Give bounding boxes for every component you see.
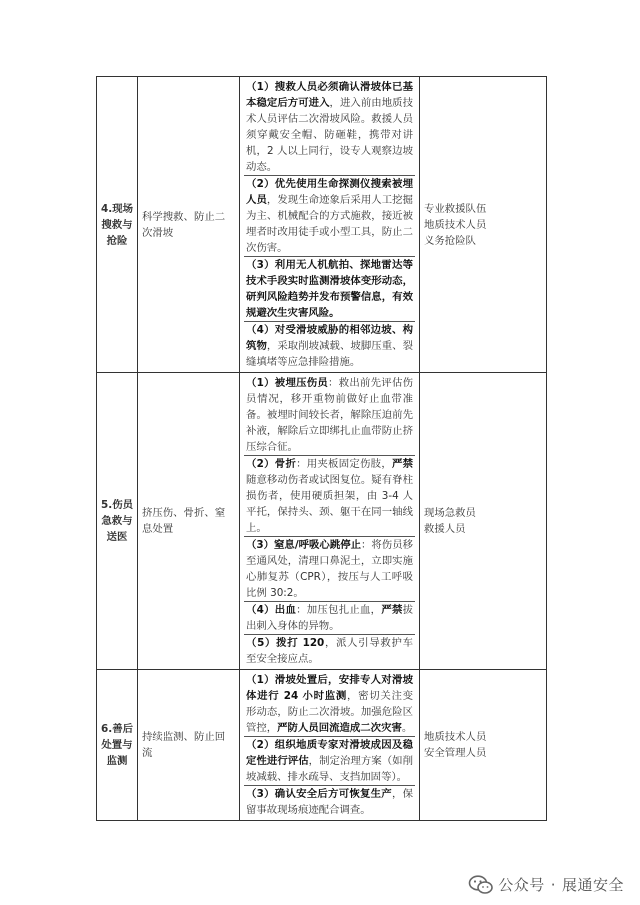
step-item: （1）滑坡处置后，安排专人对滑坡体进行 24 小时监测，密切关注变形动态，防止二次滑坡。加强危险区管控，严防人员回流造成二次灾害。 bbox=[244, 672, 415, 737]
unit-item: 地质技术人员 bbox=[424, 731, 487, 743]
step-item: （3）利用无人机航拍、探地雷达等技术手段实时监测滑坡体变形动态，研判风险趋势并发布预警信息，有效规避次生灾害风险。 bbox=[244, 257, 415, 322]
responsible-units-cell bbox=[420, 77, 547, 373]
unit-item: 义务抢险队 bbox=[424, 234, 476, 247]
stage-name: 善后处置与监测 bbox=[101, 723, 133, 767]
stage-cell bbox=[97, 670, 138, 821]
stage-name: 现场搜救与抢险 bbox=[101, 202, 133, 247]
step-item: （4）对受滑坡威胁的相邻边坡、构筑物，采取削坡减载、坡脚压重、裂缝填堵等应急排险措施。 bbox=[246, 324, 414, 368]
watermark-footer bbox=[468, 874, 624, 895]
stage-number: 4. bbox=[101, 202, 113, 215]
footer-separator: · bbox=[550, 875, 556, 894]
footer-brand: 公众号 bbox=[498, 876, 545, 894]
stage-number: 5. bbox=[101, 499, 113, 511]
step-item: （3）确认安全后方可恢复生产，保留事故现场痕迹配合调查。 bbox=[246, 788, 413, 816]
step-item: （2）骨折：用夹板固定伤肢，严禁随意移动伤者或试图复位。疑有脊柱损伤者，使用硬质担架，由 3-4 人平托，保持头、颈、躯干在同一轴线上。 bbox=[244, 456, 415, 537]
stage-cell bbox=[97, 77, 138, 373]
step-item: （2）组织地质专家对滑坡成因及稳定性进行评估，制定治理方案（如削坡减载、排水疏导、支挡加固等）。 bbox=[244, 737, 415, 786]
table-row-stage-6 bbox=[97, 670, 547, 821]
goal-cell: 科学搜救、防止二次滑坡 bbox=[138, 77, 240, 373]
footer-account: 展通安全 bbox=[561, 876, 624, 894]
steps-cell bbox=[240, 77, 420, 373]
step-item: （2）优先使用生命探测仪搜索被埋人员，发现生命迹象后采用人工挖掘为主、机械配合的方式施救，接近被埋者时改用徒手或小型工具，防止二次伤害。 bbox=[244, 176, 415, 257]
goal-cell: 持续监测、防止回流 bbox=[138, 670, 240, 821]
unit-item: 现场急救员 bbox=[424, 507, 476, 519]
steps-cell bbox=[240, 670, 420, 821]
steps-cell bbox=[240, 373, 420, 670]
stage-cell bbox=[97, 373, 138, 670]
step-item: （4）出血：加压包扎止血，严禁拔出刺入身体的异物。 bbox=[244, 602, 415, 635]
unit-item: 地质技术人员 bbox=[424, 218, 487, 231]
unit-item: 救援人员 bbox=[424, 523, 466, 535]
wechat-icon bbox=[468, 875, 494, 895]
stage-name: 伤员急救与送医 bbox=[101, 499, 133, 543]
step-item: （3）窒息/呼吸心跳停止：将伤员移至通风处，清理口鼻泥土，立即实施心肺复苏（CPR），按压与人工呼吸比例 30:2。 bbox=[244, 537, 415, 602]
step-item: （1）被埋压伤员：救出前先评估伤员情况，移开重物前做好止血带准备。被埋时间较长者，解除压迫前先补液，解除后立即绑扎止血带防止挤压综合征。 bbox=[244, 375, 415, 456]
table-row-stage-4 bbox=[97, 77, 547, 373]
step-item: （5）拨打 120，派人引导救护车至安全接应点。 bbox=[246, 637, 414, 665]
responsible-units-cell bbox=[420, 670, 547, 821]
emergency-procedure-table bbox=[96, 76, 547, 821]
table-row-stage-5 bbox=[97, 373, 547, 670]
goal-cell: 挤压伤、骨折、窒息处置 bbox=[138, 373, 240, 670]
stage-number: 6. bbox=[101, 723, 113, 735]
step-item: （1）搜救人员必须确认滑坡体已基本稳定后方可进入，进入前由地质技术人员评估二次滑坡风险。救援人员须穿戴安全帽、防砸鞋，携带对讲机，2 人以上同行，设专人观察边坡动态。 bbox=[244, 79, 415, 176]
responsible-units-cell bbox=[420, 373, 547, 670]
unit-item: 安全管理人员 bbox=[424, 747, 487, 759]
unit-item: 专业救援队伍 bbox=[424, 202, 487, 215]
